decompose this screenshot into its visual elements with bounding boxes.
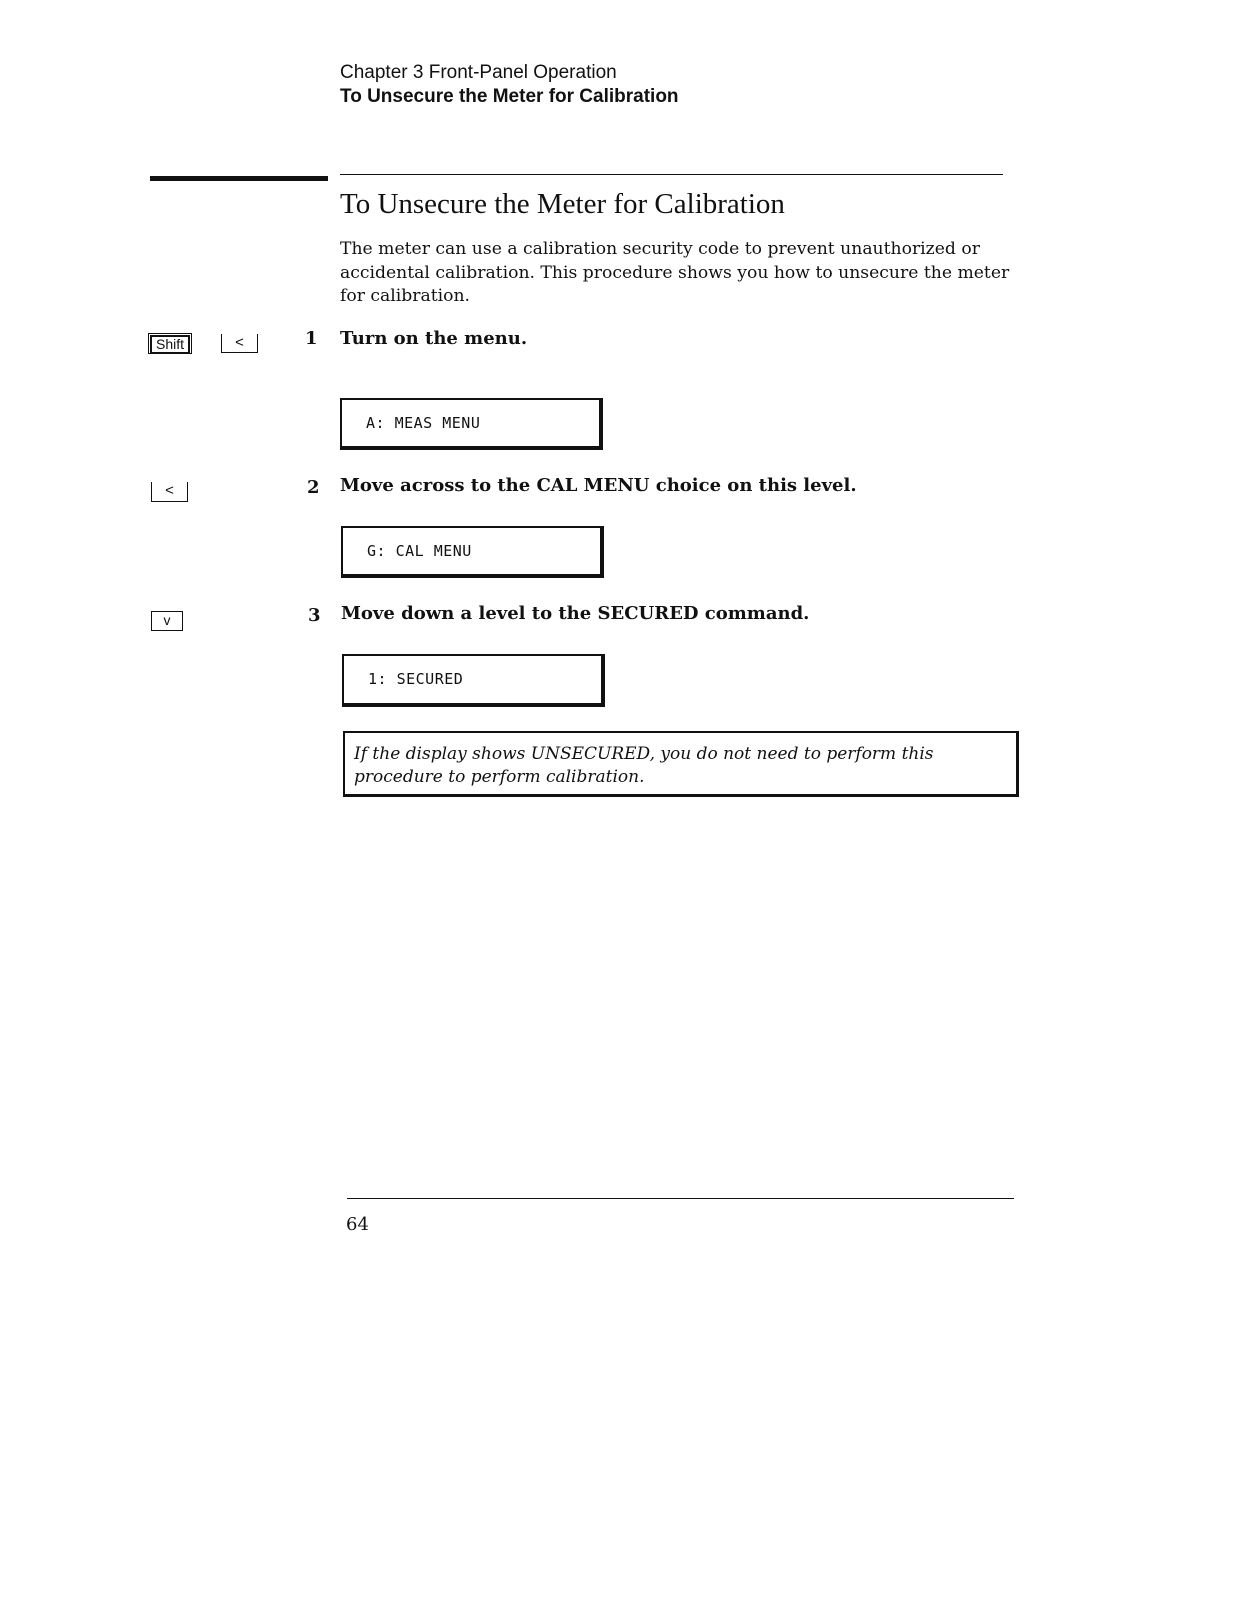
running-header-section: To Unsecure the Meter for Calibration (340, 86, 679, 107)
display-step-3 (342, 654, 605, 707)
display-step-2 (341, 526, 604, 578)
display-step-1-text: A: MEAS MENU (366, 414, 481, 432)
step-3-text: Move down a level to the SECURED command. (341, 603, 810, 624)
step-1-number: 1 (305, 328, 318, 349)
step-2-text: Move across to the CAL MENU choice on this level. (340, 475, 857, 496)
display-step-1 (340, 398, 603, 450)
shift-key-label: Shift (150, 335, 190, 354)
step-2-number: 2 (307, 477, 320, 498)
left-arrow-key-step-2 (151, 482, 188, 502)
display-step-2-text: G: CAL MENU (367, 542, 472, 560)
footer-rule (347, 1198, 1014, 1199)
left-arrow-key-step-2-label: < (165, 482, 174, 499)
running-header-chapter: Chapter 3 Front-Panel Operation (340, 62, 617, 83)
section-rule-thick (150, 176, 328, 181)
step-1-text: Turn on the menu. (340, 328, 528, 349)
section-title: To Unsecure the Meter for Calibration (340, 188, 785, 220)
down-arrow-key-label: v (163, 612, 171, 628)
section-rule-thin (340, 174, 1003, 175)
intro-paragraph: The meter can use a calibration security code to prevent unauthorized or accidental calibration. This procedure shows you how to unsecure the meter for calibration. (340, 239, 1010, 306)
display-step-3-text: 1: SECURED (368, 670, 464, 688)
page-number: 64 (346, 1214, 369, 1235)
step-3-number: 3 (308, 605, 321, 626)
down-arrow-key (151, 611, 183, 631)
left-arrow-key-label: < (235, 334, 244, 351)
left-arrow-key (221, 334, 258, 353)
note-box (343, 731, 1019, 797)
note-text: If the display shows UNSECURED, you do not need to perform this procedure to perform calibration. (354, 744, 934, 787)
shift-key (148, 333, 192, 354)
